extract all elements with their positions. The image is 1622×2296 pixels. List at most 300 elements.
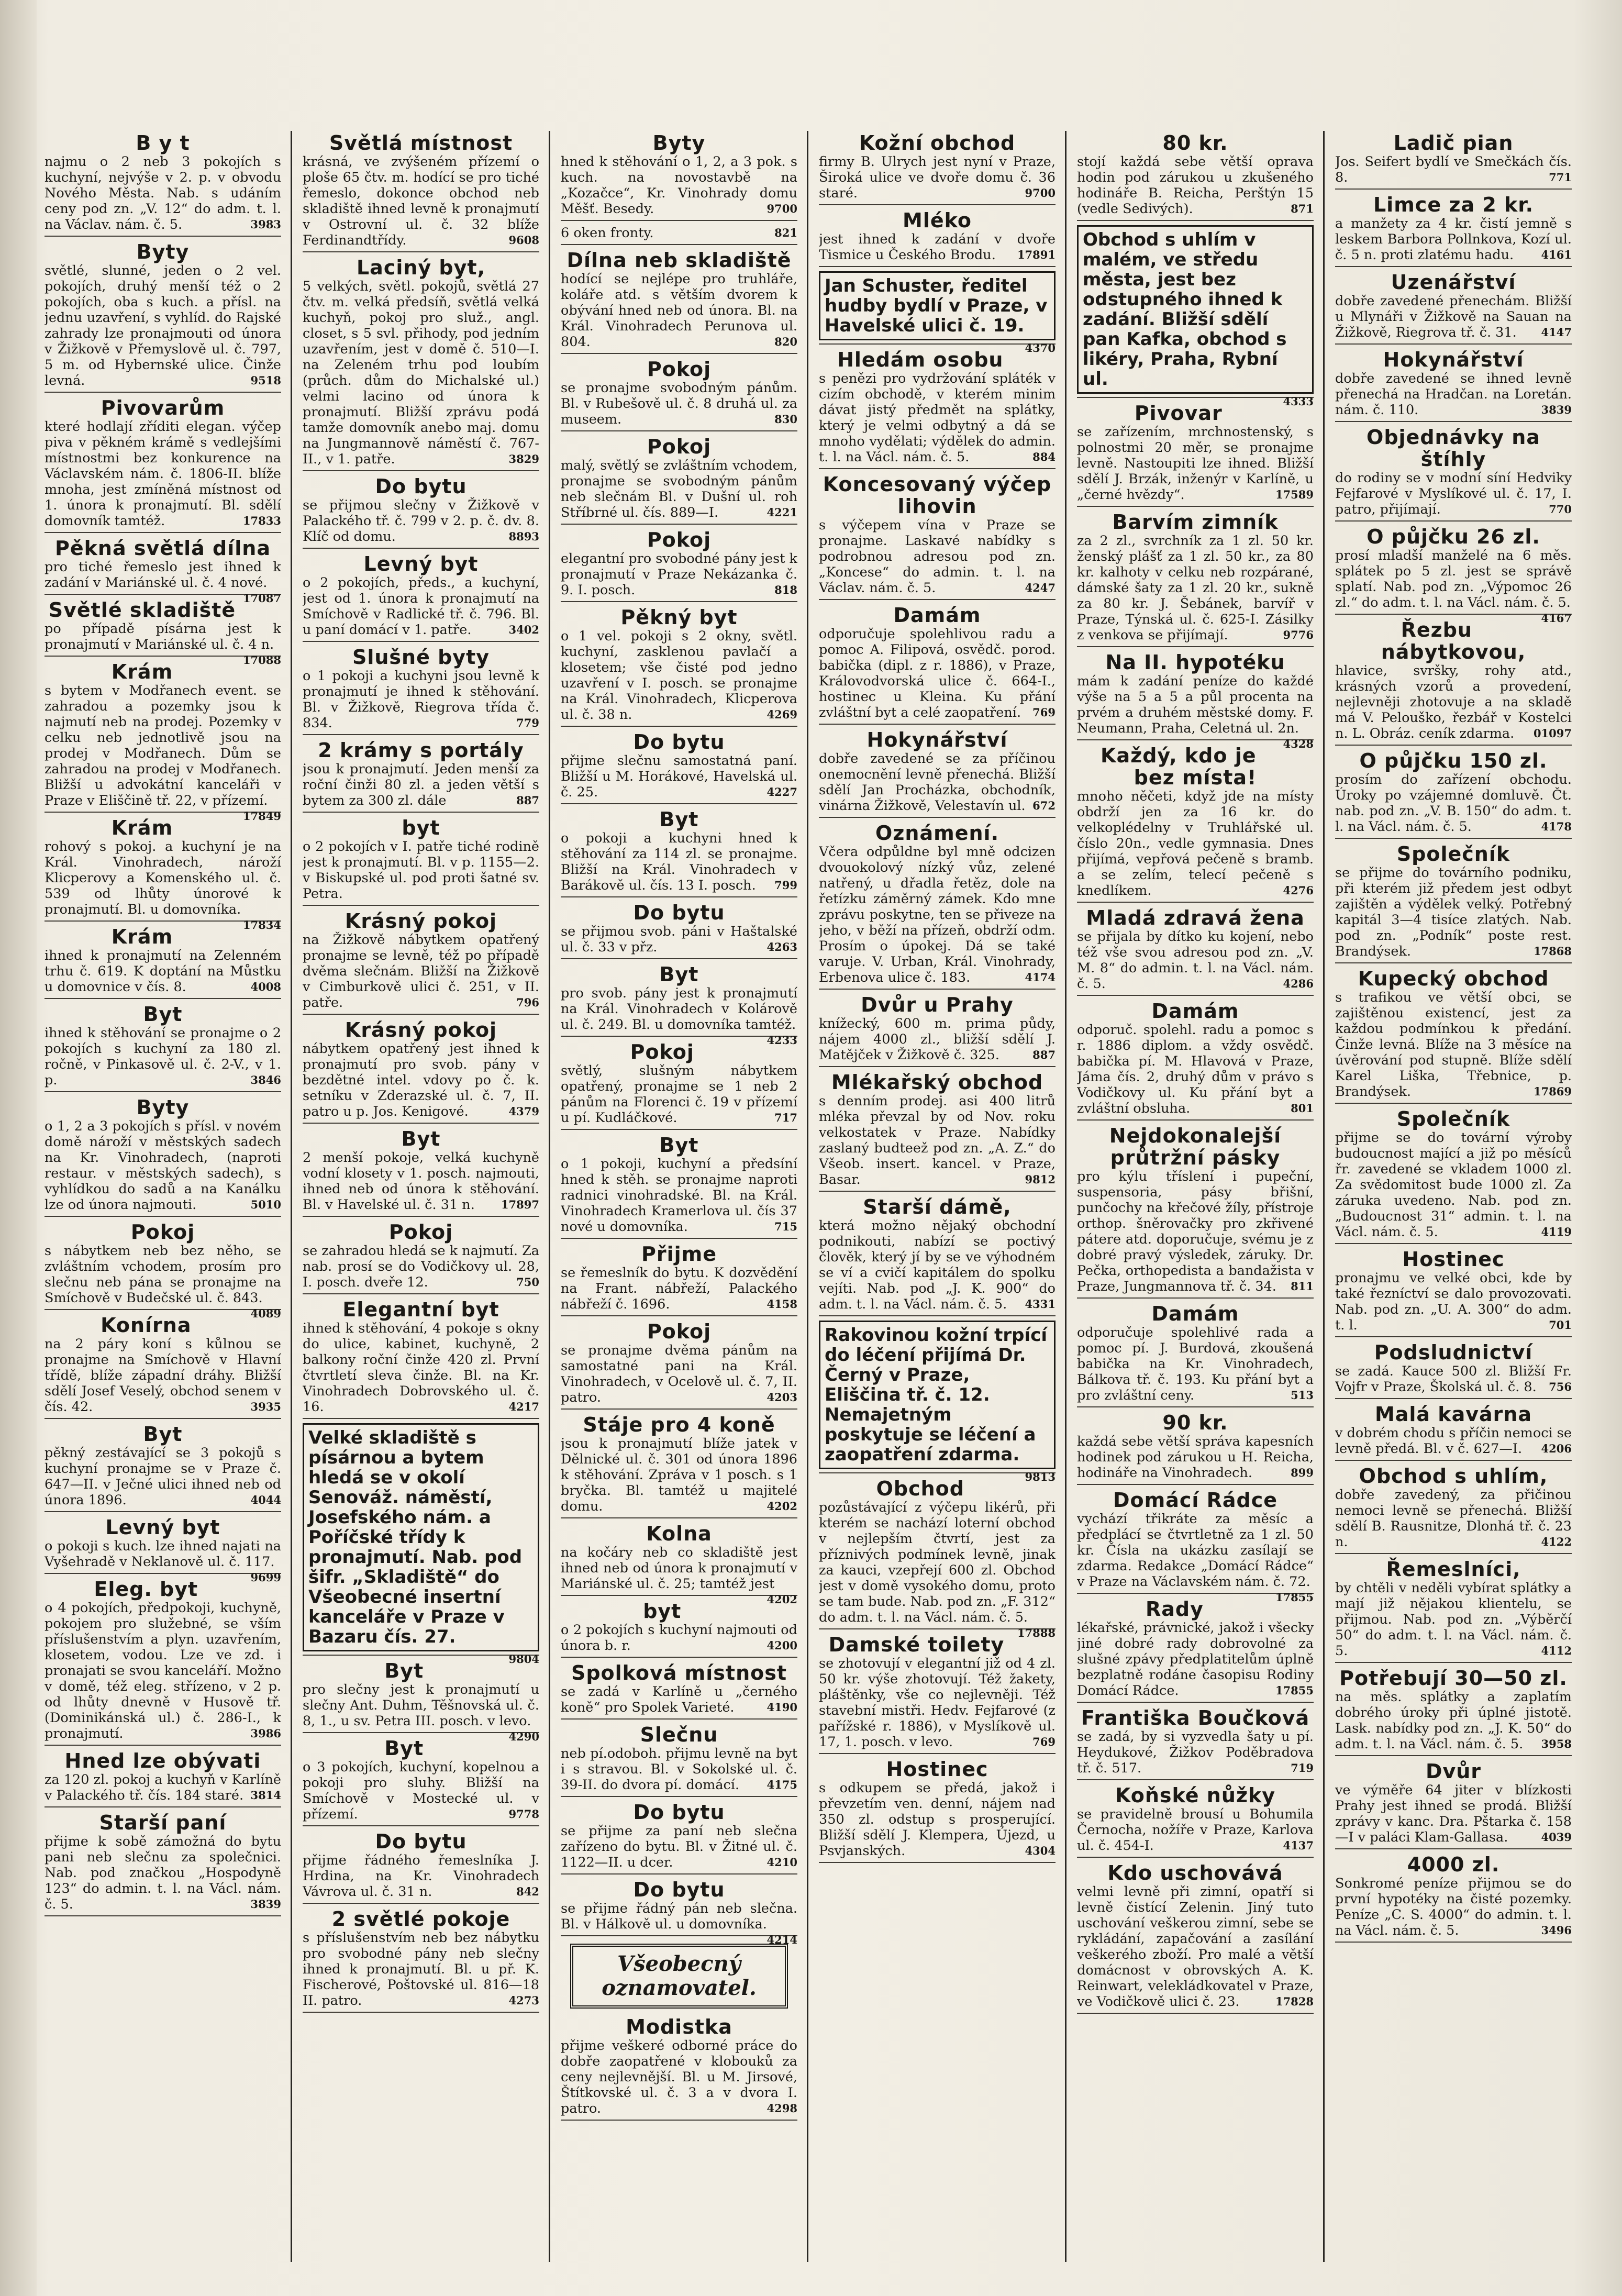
ad-separator (819, 1472, 1056, 1473)
ad-number: 17849 (242, 809, 281, 823)
ad-headline: Hokynářství (866, 728, 1008, 751)
ad-text: o 1 vel. pokoji s 2 okny, světl. kuchyní, zasklenou pavlačí a klosetem; vše čisté pod jedno uzavření v I. posch. se pronajme na Král. Vinohradech, Klicperova ul. č. 38 n. (561, 628, 797, 723)
ad-body (1077, 154, 1314, 217)
ad-text: se zařízením, mrchnostenský, s polnostmi 20 měr, se pronajme levně. Nastoupiti lze ihned. Bližší sdělí J. Brzák, inženýr v Karlíně, u „černé hvězdy“. (1077, 424, 1314, 503)
ad-separator (1335, 838, 1572, 839)
classified-ad (45, 1221, 281, 1320)
ad-separator (561, 430, 797, 431)
ad-number: 9700 (766, 202, 797, 215)
ad-text: firmy B. Ulrych jest nyní v Praze, Široká ulice ve dvoře domu č. 36 staré. (819, 154, 1056, 201)
ad-text: 6 oken fronty. (561, 225, 654, 241)
ad-headline: Domácí Rádce (1113, 1489, 1278, 1512)
ad-number: 4119 (1541, 1225, 1572, 1238)
classified-ad (819, 994, 1056, 1067)
classified-ad (303, 1299, 539, 1419)
classified-ad (45, 241, 281, 393)
ad-headline: Mladá zdravá žena (1086, 906, 1305, 929)
classified-ad (303, 257, 539, 471)
ad-headline: Oznámení. (875, 822, 999, 845)
ad-body (561, 1156, 797, 1235)
ad-number: 4379 (508, 1105, 539, 1118)
ad-body (1335, 1270, 1572, 1333)
ad-number: 811 (1291, 1280, 1314, 1293)
ad-separator (1077, 1779, 1314, 1780)
ad-text: každá sebe větší správa kapesních hodinek pod zárukou u H. Reicha, hodináře na Vinohradech. (1077, 1434, 1314, 1481)
ad-number: 17855 (1275, 1684, 1314, 1697)
ad-headline: Konírna (101, 1314, 192, 1337)
classified-ad (819, 1071, 1056, 1192)
ad-number: 17868 (1533, 945, 1572, 958)
ad-column-6 (1335, 131, 1572, 2262)
ad-headline: Modistka (626, 2015, 732, 2038)
ad-headline: 2 krámy s portály (318, 739, 524, 762)
ad-number: 4122 (1541, 1535, 1572, 1548)
ad-headline: 90 kr. (1162, 1411, 1228, 1434)
ad-body (819, 751, 1056, 814)
classified-ad (1335, 426, 1572, 522)
ad-body (819, 1016, 1056, 1063)
ad-body (1077, 1511, 1314, 1604)
classified-ad (1335, 1854, 1572, 1943)
ad-number: 779 (516, 716, 539, 729)
ad-number: 4175 (766, 1778, 797, 1791)
ad-body (1335, 1130, 1572, 1240)
classified-ad (1077, 745, 1314, 903)
classified-ad (1335, 750, 1572, 839)
ad-text: přijme slečnu samostatná paní. Bližší u M. Horákové, Havelská ul. č. 25. (561, 753, 797, 800)
ad-body (303, 279, 539, 467)
ad-separator (561, 1408, 797, 1410)
classified-ad (303, 1128, 539, 1217)
ad-number: 17897 (501, 1198, 539, 1211)
ad-separator (45, 1511, 281, 1512)
ad-separator (303, 1014, 539, 1015)
ad-headline: Hledám osobu (837, 348, 1004, 371)
ad-text: ihned k pronajmutí na Zelenném trhu č. 619. K doptání na Můstku u domovnice v čís. 8. (45, 948, 281, 995)
ad-headline: Objednávky na štíhly (1367, 426, 1540, 471)
ad-separator (303, 1418, 539, 1419)
ad-text: na Žižkově nábytkem opatřený pronajme se levně, též po případě dvěma slečnám. Bližší na Žižkově v Cimburkově ulici č. 251, v II. patře. (303, 932, 539, 1011)
ad-body (1335, 293, 1572, 340)
ad-body (561, 830, 797, 893)
ad-headline: byt (402, 816, 440, 839)
ad-text: velmi levně při zimní, opatří si levně čistící Zelenin. Jiný tuto uschování veškerou zimní, sebe se rykládání, zapačování a zasílání veškerého zboží. Pro malé a větší domácnost v obrovských A. K. Reinwart, velekládkovatel v Praze, ve Vodičkově ulici č. 23. (1077, 1884, 1314, 2010)
ad-headline: Krásný pokoj (345, 1018, 497, 1041)
ad-separator (819, 1862, 1056, 1863)
classified-ad (561, 132, 797, 221)
ad-separator (1077, 902, 1314, 903)
ad-body (1077, 1022, 1314, 1116)
classified-ad (303, 1019, 539, 1124)
ad-separator (819, 1753, 1056, 1754)
ad-body (303, 1930, 539, 2009)
ad-separator (561, 1873, 797, 1874)
ad-headline: Do bytu (375, 475, 467, 498)
ad-headline: Do bytu (375, 1830, 467, 1853)
classified-ad (45, 1096, 281, 1217)
ad-separator (561, 1595, 797, 1596)
ad-headline: Dílna neb skladiště (566, 249, 792, 272)
ad-body (1077, 1325, 1314, 1403)
column-rule (1323, 131, 1325, 2262)
ad-separator (303, 812, 539, 813)
ad-headline: Jan Schuster, ředitel hudby bydlí v Praze, v Havelské ulici č. 19. (819, 271, 1056, 340)
ad-headline: 80 kr. (1162, 131, 1228, 154)
classified-ad (561, 1724, 797, 1797)
classified-ad (819, 132, 1056, 205)
ad-text: se zhotovují v elegantní již od 4 zl. 50 kr. výše zhotovují. Též žakety, pláštěnky, vše co nejlevněji. Též stavební mistři. Hedv. Fejfarové (z pařížské r. 1886), v Myslíkově ul. 17, 1. posch. v levo. (819, 1656, 1056, 1750)
ad-headline: Laciný byt, (356, 256, 486, 279)
ad-headline: Potřebují 30—50 zl. (1339, 1667, 1568, 1690)
ad-body (561, 1684, 797, 1715)
ad-number: 801 (1291, 1102, 1314, 1115)
ad-separator (561, 1718, 797, 1720)
ad-text: do rodiny se v modní síní Hedviky Fejfarové v Myslíkové ul. č. 17, I. patro, přijímají. (1335, 470, 1572, 517)
ad-separator (1077, 506, 1314, 507)
ad-body (561, 380, 797, 427)
ad-separator (561, 726, 797, 727)
ad-headline: Uzenářství (1391, 271, 1516, 294)
ad-text: za 120 zl. pokoj a kuchyň v Karlíně v Palackého tř. čís. 184 staré. (45, 1772, 281, 1803)
ad-number: 4221 (766, 506, 797, 519)
ad-text: se zadá, by si vyzvedla šaty u pí. Heydukové, Žižkov Poděbradova tř. č. 517. (1077, 1729, 1314, 1776)
ad-text: o 2 pokojích v I. patře tiché rodině jest k pronajmutí. Bl. v p. 1155—2. v Biskupské ul. pod proti šatné sv. Petra. (303, 839, 539, 902)
ad-number: 4290 (508, 1730, 539, 1743)
ad-body (1335, 990, 1572, 1100)
ad-text: malý, světlý se zvláštním vchodem, pronajme se svobodným pánům neb slečnám Bl. v Dušní ul. roh Stříbrné ul. čís. 889—I. (561, 458, 797, 520)
ad-body (303, 1243, 539, 1290)
classified-ad (45, 1423, 281, 1512)
ad-body (303, 1853, 539, 1900)
ad-body (561, 1823, 797, 1870)
classified-ad (819, 822, 1056, 990)
ad-text: se zadá v Karlíně u „černého koně“ pro Spolek Varieté. (561, 1684, 797, 1715)
ad-body (561, 1436, 797, 1514)
ad-body (45, 263, 281, 389)
ad-body (45, 1538, 281, 1584)
ad-text: stojí každá sebe větší oprava hodin pod zárukou u zkušeného hodináře B. Reicha, Perštýn 15 (vedle Sedivých). (1077, 154, 1314, 217)
ad-number: 4304 (1025, 1844, 1056, 1857)
ad-headline: Levný byt (105, 1516, 220, 1539)
ad-text: hlavice, svršky, rohy atd., krásných vzorů a provedení, nejlevněji zhotovuje a na skladě má V. Pelouško, řezbář v Kostelci n. L. Obráz. ceník zdarma. (1335, 663, 1572, 741)
ad-number: 4206 (1541, 1442, 1572, 1455)
ad-number: 4161 (1541, 248, 1572, 261)
ad-number: 884 (1032, 450, 1056, 463)
classified-ad (1077, 132, 1314, 221)
ad-body (819, 626, 1056, 720)
ad-number: 4008 (250, 980, 281, 993)
ad-separator (561, 1036, 797, 1037)
ad-text: s bytem v Modřanech event. se zahradou a pozemky jsou k najmutí neb na prodej. Pozemky v celku neb jednotlivě jsou na prodej v Modřanech. Dům se zahradou na prodej v Modřanech. Bližší u advokátní kanceláři v Praze v Eliščině tř. 22, v přízemí. (45, 683, 281, 808)
ad-body (45, 621, 281, 667)
ad-number: 871 (1291, 202, 1314, 215)
classified-ad (819, 1758, 1056, 1863)
ad-number: 3935 (250, 1400, 281, 1413)
ad-separator (45, 1915, 281, 1916)
ad-body (561, 924, 797, 955)
classified-ad (561, 902, 797, 959)
classified-ad (303, 553, 539, 642)
classified-ad (303, 1221, 539, 1294)
ad-body (561, 551, 797, 598)
ad-headline: Rady (1146, 1598, 1204, 1621)
ad-number: 9804 (508, 1652, 539, 1666)
ad-body (45, 1834, 281, 1912)
ad-text: pro kýlu tříslení i pupeční, suspensoria, pásy břišní, punčochy na křečové žíly, přístroje orthop. šněrovačky pro zkřivené pátere atd. doporučuje, svému je z dobré pravý výsledek, záruky. Dr. Pečka, orthopedista a bandažista v Praze, Jungmannova tř. č. 34. (1077, 1169, 1314, 1294)
classified-ad (819, 349, 1056, 469)
ad-body (1335, 548, 1572, 625)
classified-ad (561, 1041, 797, 1130)
ad-text: s nábytkem neb bez něho, se zvláštním vchodem, prosím pro slečnu neb pána se pronajme na Smíchově v Budečské ul. č. 843. (45, 1243, 281, 1306)
ad-separator (1335, 188, 1572, 190)
ad-separator (1335, 1755, 1572, 1756)
ad-text: hned k stěhování o 1, 2, a 3 pok. s kuch. na novostavbě na „Kozačce“, Kr. Vinohrady domu Měšť. Besedy. (561, 154, 797, 217)
ad-number: 3839 (250, 1898, 281, 1911)
ad-number: 4233 (766, 1034, 797, 1047)
ad-text: s odkupem se předá, jakož i převzetím ven. denní, nájem nad 350 zl. odstup s prosperující. Bližší sdělí J. Klempera, Újezd, u Psvjanských. (819, 1780, 1056, 1859)
ad-number: 4112 (1541, 1644, 1572, 1657)
ad-text: s denním prodej. asi 400 litrů mléka převzal by od Nov. roku velkostatek v Praze. Nabídky zaslaný budteež pod zn. „A. Z.“ do Všeob. insert. kancel. v Praze, Basar. (819, 1093, 1056, 1188)
ad-text: odporučuje spolehlivou radu a pomoc A. Filipová, osvědč. porod. babička (dipl. z r. 1886), v Praze, Královodvorská ulice č. 664-I., hostinec u Kleina. Ku přání zvláštní byt a celé zaopatření. (819, 626, 1056, 720)
ad-headline: Byt (659, 963, 699, 986)
ad-number: 3983 (250, 218, 281, 231)
classified-ad (1335, 1760, 1572, 1849)
ad-number: 821 (774, 226, 797, 239)
ad-text: najmu o 2 neb 3 pokojích s kuchyní, nejvýše v 2. p. v obvodu Nového Města. Nab. s udáním ceny pod zn. „V. 12“ do adm. t. l. na Václav. nám. č. 5. (45, 154, 281, 232)
ad-separator (819, 204, 1056, 205)
ad-headline: Pěkný byt (620, 606, 738, 629)
ad-separator (561, 601, 797, 602)
classified-ad (303, 1831, 539, 1904)
ad-body (819, 371, 1056, 465)
ad-text: se přijmou svob. páni v Haštalské ul. č. 33 v přz. (561, 924, 797, 955)
ad-number: 750 (516, 1275, 539, 1289)
ad-separator (303, 905, 539, 906)
ad-separator (561, 896, 797, 897)
ad-text: o pokoji a kuchyni hned k stěhování za 114 zl. se pronajme. Bližší na Král. Vinohradech v Barákově ul. čís. 13 I. posch. (561, 830, 797, 893)
ad-headline: Pokoj (130, 1221, 195, 1244)
ad-headline: Ladič pian (1393, 131, 1514, 154)
ad-text: na 2 páry koní s kůlnou se pronajme na Smíchově v Hlavní třídě, blíže západní dráhy. Bližší sdělí Josef Veselý, obchod senem v čís. 42. (45, 1336, 281, 1415)
classified-ad (45, 1578, 281, 1746)
ad-text: pronajmu ve velké obci, kde by také řezníctví se dalo provozovati. Nab. pod zn. „U. A. 300“ do adm. t. l. (1335, 1270, 1572, 1333)
classified-ad (561, 606, 797, 727)
ad-headline: Krásný pokoj (345, 909, 497, 933)
ad-separator (1335, 266, 1572, 267)
ad-headline: Pivovarům (101, 396, 225, 419)
ad-separator (1335, 1942, 1572, 1943)
classified-ad (1077, 1598, 1314, 1703)
ad-body (303, 668, 539, 731)
classified-ad (561, 1321, 797, 1410)
classified-ad (45, 1750, 281, 1807)
column-rule (549, 131, 550, 2262)
ad-headline: Slečnu (640, 1723, 718, 1746)
ad-separator (303, 1903, 539, 1904)
ad-headline: byt (643, 1600, 682, 1623)
ad-separator (561, 353, 797, 354)
ad-text: by chtěli v neděli vybírat splátky a mají již nějakou klientelu, se přijmou. Nab. pod zn. „Výběrčí 50“ do adm. t. l. na Václ. nám. č. 5. (1335, 1580, 1572, 1659)
ad-body (819, 154, 1056, 201)
ad-number: 513 (1291, 1389, 1314, 1402)
ad-separator (819, 1315, 1056, 1316)
ad-body (1335, 470, 1572, 517)
ad-text: prosí mladší manželé na 6 měs. splátek po 5 zl. jest se správě splatí. Nab. pod zn. „Výpomoc 26 zl.“ do adm. t. l. na Václ. nám. č. 5. (1335, 548, 1572, 611)
classified-ad (561, 1134, 797, 1239)
classified-ad (561, 436, 797, 525)
ad-text: Sonkromé peníze přijmou se do první hypotéky na čisté pozemky. Peníze „C. S. 4000“ do admin. t. l. na Václ. nám. č. 5. (1335, 1876, 1572, 1938)
ad-body (819, 1093, 1056, 1188)
ad-headline: Byt (659, 808, 699, 831)
ad-headline: Dvůr u Prahy (861, 993, 1014, 1016)
ad-number: 4174 (1025, 971, 1056, 984)
classified-ad (561, 1243, 797, 1316)
ad-headline: Společník (1396, 1107, 1510, 1130)
classified-ad (1335, 968, 1572, 1104)
ad-text: lékařské, právnické, jakož i všecky jiné dobré rady dobrovolné za slušné zpávy předplatitelům úplně bezplatně rodáne časopisu Rodiny Domácí Rádce. (1077, 1620, 1314, 1699)
ad-separator (1335, 1848, 1572, 1849)
ad-separator (561, 220, 797, 221)
classified-ad (1077, 907, 1314, 996)
ad-number: 4328 (1283, 737, 1314, 750)
ad-separator (45, 236, 281, 237)
ad-separator (1077, 1857, 1314, 1858)
ad-separator (561, 803, 797, 804)
publication-stamp: Všeobecný oznamovatel. (570, 1944, 788, 2009)
ad-headline: Krám (111, 816, 173, 839)
classified-ad (303, 739, 539, 813)
ad-headline: Světlé skladiště (48, 598, 236, 622)
column-rule (807, 131, 808, 2262)
ad-text: rohový s pokoj. a kuchyní je na Král. Vinohradech, nároží Klicperovy a Komenského ul. č. 539 od lhůty únorové k pronajmutí. Bl. u domovníka. (45, 839, 281, 917)
ad-headline: Krám (111, 660, 173, 683)
classified-ad (1077, 1303, 1314, 1407)
ad-separator (303, 1655, 539, 1656)
ad-headline: Krám (111, 925, 173, 948)
ad-body (1335, 154, 1572, 185)
ad-text: přijme řádného řemeslníka J. Hrdina, na Kr. Vinohradech Vávrova ul. č. 31 n. (303, 1853, 539, 1900)
ad-headline: Byty (136, 1096, 190, 1119)
ad-separator (1335, 1336, 1572, 1337)
classified-ad (1077, 402, 1314, 507)
ad-number: 3402 (508, 623, 539, 636)
ad-number: 4286 (1283, 977, 1314, 990)
ad-headline: Rakovinou kožní trpící do léčení přijímá Dr. Černý v Praze, Eliščina tř. č. 12. Nemajetným poskytuje se léčení a zaopatření zdarma. (819, 1321, 1056, 1469)
ad-headline: Damám (1151, 1000, 1239, 1023)
ad-separator (819, 343, 1056, 345)
ad-text: Jos. Seifert bydlí ve Smečkách čís. 8. (1335, 154, 1572, 185)
ad-number: 5010 (250, 1198, 281, 1211)
ad-number: 4044 (250, 1493, 281, 1506)
ad-body (819, 1780, 1056, 1859)
ad-text: knížecký, 600 m. prima půdy, nájem 4000 zl., bližší sdělí J. Matějček v Žižkově č. 325. (819, 1016, 1056, 1063)
ad-text: které hodlají zříditi elegan. výčep piva v pěkném krámě s vedlejšími místnostmi bez konkurence na Václavském nám. č. 1806-II. blíže mnoha, jest zmíněná místnost od 1. února k pronajmutí. Bl. sdělí domovník tamtéž. (45, 419, 281, 529)
ad-headline: Podsludnictví (1374, 1341, 1533, 1364)
ad-headline: Pokoj (630, 1040, 694, 1063)
ad-body (303, 1321, 539, 1415)
classified-ad (819, 271, 1056, 354)
classified-ad (561, 529, 797, 602)
classified-ad (45, 1003, 281, 1092)
classified-ad (1077, 511, 1314, 647)
ad-column-5 (1077, 131, 1314, 2262)
ad-body (1335, 1876, 1572, 1938)
classified-ad (1335, 349, 1572, 422)
ad-separator (561, 2120, 797, 2121)
ad-text: se řemeslník do bytu. K dozvědění na Frant. nábřeží, Palackého nábřeží č. 1696. (561, 1265, 797, 1312)
ad-body (45, 839, 281, 931)
ad-body (561, 2038, 797, 2116)
ad-number: 17888 (1017, 1626, 1056, 1639)
ad-separator (45, 1309, 281, 1310)
ad-text: se zahradou hledá se k najmutí. Za nab. prosí se do Vodičkovy ul. 28, I. posch. dveře 12. (303, 1243, 539, 1290)
ad-body (819, 517, 1056, 596)
ad-headline: Slušné byty (352, 646, 490, 669)
ad-text: s penězi pro vydržování spláték v cizím obchodě, v kterém minim dávat jistý předmět na splátky, který je velmi odbytný a dá se mnoho vydělati; výdělek do admin. t. l. na Václ. nám. č. 5. (819, 371, 1056, 465)
ad-headline: Světlá místnost (329, 131, 513, 154)
ad-text: se pronajme svobodným pánům. Bl. v Rubešově ul. č. 8 druhá ul. za museem. (561, 380, 797, 427)
ad-text: se zadá. Kauce 500 zl. Bližší Fr. Vojfr v Praze, Školská ul. č. 8. (1335, 1363, 1572, 1395)
ad-headline: Nejdokonalejší průtržní pásky (1109, 1124, 1282, 1169)
ad-separator (1077, 220, 1314, 221)
ad-text: ihned k stěhování se pronajme o 2 pokojích s kuchyní za 180 zl. ročně, v Pinkasově ul. č. 2-V., v 1. p. (45, 1025, 281, 1088)
classified-ad (1077, 1125, 1314, 1299)
ad-number: 3846 (250, 1073, 281, 1086)
classified-ad (45, 132, 281, 237)
ad-body (1077, 1729, 1314, 1776)
ad-body (1335, 1580, 1572, 1659)
ad-separator (1335, 745, 1572, 746)
classified-ad (303, 1908, 539, 2013)
ad-text: se přijme do továrního podniku, při kterém již předem jest odbyt zajištěn a výdělek velký. Potřebný kapitál 3—4 tisíce zlatých. Nab. pod zn. „Podník“ poste rest. Brandýsek. (1335, 865, 1572, 959)
ad-text: se přijme za paní neb slečna zařízeno do bytu. Bl. v Žitné ul. č. 1122—II. u dcer. (561, 1823, 797, 1870)
ad-number: 17589 (1275, 488, 1314, 501)
ad-separator (303, 1123, 539, 1124)
ad-separator (45, 1806, 281, 1807)
ad-headline: Koncesovaný výčep lihovin (823, 473, 1052, 518)
ad-text: a manžety za 4 kr. čistí jemně s leskem Barbora Pollnkova, Kozí ul. č. 5 n. proti zlatému hadu. (1335, 216, 1572, 263)
classified-ad (1077, 1707, 1314, 1780)
ad-number: 3814 (250, 1789, 281, 1802)
ad-text: se pravidelně brousí u Bohumila Černocha, nožíře v Praze, Karlova ul. č. 454-I. (1077, 1806, 1314, 1854)
ad-number: 17834 (242, 918, 281, 931)
ad-separator (561, 524, 797, 525)
ad-text: přijme k sobě zámožná do bytu pani neb slečnu za společnici. Nab. pod značkou „Hospodyně 123“ do admin. t. l. na Václ. nám. č. 5. (45, 1834, 281, 1912)
ad-separator (1335, 1460, 1572, 1461)
ad-number: 4269 (766, 708, 797, 721)
classified-ad (561, 225, 797, 245)
ad-separator (303, 548, 539, 549)
column-rule (291, 131, 292, 2262)
ad-separator (303, 1732, 539, 1733)
ad-separator (1335, 1103, 1572, 1104)
ad-separator (45, 1745, 281, 1746)
ad-number: 4137 (1283, 1839, 1314, 1852)
ad-column-3 (561, 131, 797, 2262)
ad-body (1077, 1620, 1314, 1699)
ad-headline: Barvím zimník (1112, 511, 1279, 534)
classified-ad (1335, 271, 1572, 345)
ad-number: 4298 (766, 2102, 797, 2115)
ad-text: se přijmou slečny v Žižkově v Palackého tř. č. 799 v 2. p. č. dv. 8. Klíč od domu. (303, 497, 539, 545)
ad-number: 830 (774, 413, 797, 426)
ad-text: dobře zavedené přenechám. Bližší u Mlynáři v Žižkově na Sauan na Žižkově, Riegrova tř. č. 31. (1335, 293, 1572, 340)
ad-headline: Každý, kdo je bez místa! (1101, 744, 1257, 789)
classified-ad (1335, 132, 1572, 190)
ad-text: za 2 zl., svrchník za 1 zl. 50 kr. ženský plášť za 1 zl. 50 kr., za 80 kr. kalhoty v celku neb rozpárané, dámské šaty za 1 zl. 20 kr., sukně za 80 kr. J. Šebánek, barvíř v Praze, Týnská ul. č. 625-I. Zásilky z venkova se přijímají. (1077, 533, 1314, 643)
ad-text: světlý, slušným nábytkem opatřený, pronajme se 1 neb 2 pánům na Florenci č. 19 v přízemí u pí. Kudláčkové. (561, 1063, 797, 1126)
ad-body (45, 1336, 281, 1415)
